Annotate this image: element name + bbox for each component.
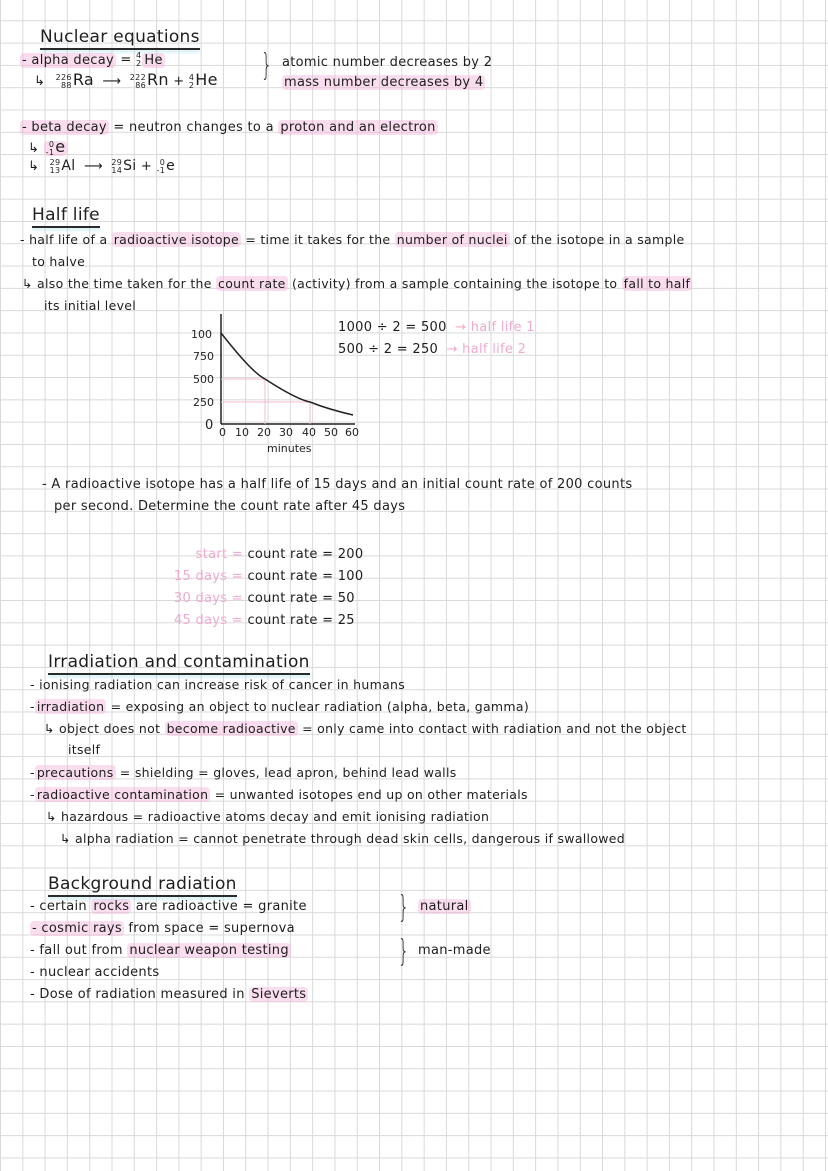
svg-text:20: 20 [257, 426, 271, 439]
equals-sign: = [120, 52, 132, 68]
plus-sign: + [173, 74, 185, 89]
half-life-also-cont: its initial level [44, 298, 137, 313]
electron-notation: 0 -1e [45, 137, 66, 157]
beta-definition: neutron changes to a [129, 120, 274, 135]
half-life-also: ↳ also the time taken for the count rate (activity) from a sample containing the isotope to fall to half [22, 276, 691, 291]
svg-text:10: 10 [235, 426, 249, 439]
mass-number-note: mass number decreases by 4 [284, 75, 484, 90]
irradiation-line: - radioactive contamination = unwanted isotopes end up on other materials [30, 787, 528, 802]
y-tick: 0 [205, 418, 214, 433]
half-life-heading: Half life [32, 205, 100, 228]
irradiation-line: - ionising radiation can increase risk of cancer in humans [30, 677, 406, 692]
arrow-prefix-icon: ↳ [28, 159, 40, 174]
calc-line-2: 500 ÷ 2 = 250 → half life 2 [338, 342, 527, 357]
answer-table [145, 544, 363, 632]
alpha-particle-numbers: 4 2 [136, 51, 142, 68]
brace-icon: } [397, 934, 410, 969]
ra-numbers: 226 88 [55, 72, 72, 90]
half-life-definition: - half life of a radioactive isotope = time it takes for the number of nuclei of the isotope in a sample [20, 232, 685, 247]
background-line: - cosmic rays from space = supernova [32, 921, 295, 936]
he-numbers: 4 2 [188, 72, 195, 90]
beta-equation: ↳ 29 13Al ⟶ 29 14Si + 0 -1e [28, 157, 176, 175]
answer-row: 45 days = count rate = 25 [173, 613, 355, 628]
svg-text:30: 30 [279, 426, 293, 439]
rn-symbol: Rn [146, 70, 169, 89]
alpha-particle-symbol: He [144, 52, 163, 68]
irradiation-line: itself [68, 742, 101, 757]
background-line: - Dose of radiation measured in Sieverts [30, 987, 307, 1002]
y-tick: 100 [191, 328, 212, 341]
svg-text:0: 0 [219, 426, 226, 439]
nuclear-equations-heading: Nuclear equations [40, 27, 200, 50]
svg-text:40: 40 [302, 426, 316, 439]
electron-numbers: 0 -1 [156, 157, 166, 175]
brace-icon: } [260, 48, 273, 83]
svg-text:60: 60 [345, 426, 359, 439]
he-symbol: He [195, 70, 218, 89]
beta-decay-label: - beta decay [22, 120, 107, 135]
arrow-prefix-icon: ↳ [34, 74, 46, 89]
irradiation-line: ↳ alpha radiation = cannot penetrate through dead skin cells, dangerous if swallowed [60, 831, 626, 846]
calc-line-1: 1000 ÷ 2 = 500 → half life 1 [338, 320, 535, 335]
half-life-definition-cont: to halve [32, 254, 86, 269]
al-symbol: Al [61, 158, 76, 174]
background-line: - nuclear accidents [30, 965, 160, 980]
arrow-prefix-icon: ↳ [28, 141, 40, 156]
man-made-group-label: man-made [418, 943, 491, 958]
rn-numbers: 222 86 [129, 72, 146, 90]
si-symbol: Si [123, 158, 137, 174]
question-line-2: per second. Determine the count rate after 45 days [54, 499, 406, 514]
x-axis-label: minutes [267, 442, 312, 455]
irradiation-line: - irradiation = exposing an object to nuclear radiation (alpha, beta, gamma) [30, 699, 530, 714]
alpha-decay-label: - alpha decay [22, 52, 114, 68]
answer-row: 15 days = count rate = 100 [173, 569, 364, 584]
electron-symbol-line [28, 137, 67, 157]
y-tick: 500 [193, 373, 214, 386]
al-numbers: 29 13 [49, 157, 61, 175]
si-numbers: 29 14 [111, 157, 123, 175]
background-radiation-heading: Background radiation [48, 874, 237, 897]
irradiation-heading: Irradiation and contamination [48, 652, 310, 675]
irradiation-line: - precautions = shielding = gloves, lead apron, behind lead walls [30, 765, 457, 780]
natural-group-label: natural [420, 899, 469, 914]
background-line: - certain rocks are radioactive = granite [30, 899, 307, 914]
y-tick: 250 [193, 396, 214, 409]
decay-curve [221, 333, 353, 415]
beta-decay-line: - beta decay = neutron changes to a proton and an electron [22, 120, 436, 135]
atomic-number-note: atomic number decreases by 2 [282, 55, 493, 70]
answer-row: start = count rate = 200 [195, 547, 364, 562]
alpha-decay-line [20, 52, 165, 68]
brace-icon: } [397, 890, 410, 925]
irradiation-line: ↳ object does not become radioactive = only came into contact with radiation and not the object [44, 721, 687, 736]
alpha-equation [34, 70, 218, 90]
reaction-arrow-icon: ⟶ [102, 74, 122, 89]
ra-symbol: Ra [72, 70, 94, 89]
answer-row: 30 days = count rate = 50 [173, 591, 355, 606]
proton-electron: proton and an electron [280, 120, 436, 135]
y-tick: 750 [193, 350, 214, 363]
irradiation-line: ↳ hazardous = radioactive atoms decay and emit ionising radiation [46, 809, 490, 824]
background-line: - fall out from nuclear weapon testing [30, 943, 289, 958]
svg-text:50: 50 [324, 426, 338, 439]
question-line-1: - A radioactive isotope has a half life of 15 days and an initial count rate of 200 counts [42, 477, 633, 492]
reaction-arrow-icon: ⟶ [83, 159, 103, 174]
